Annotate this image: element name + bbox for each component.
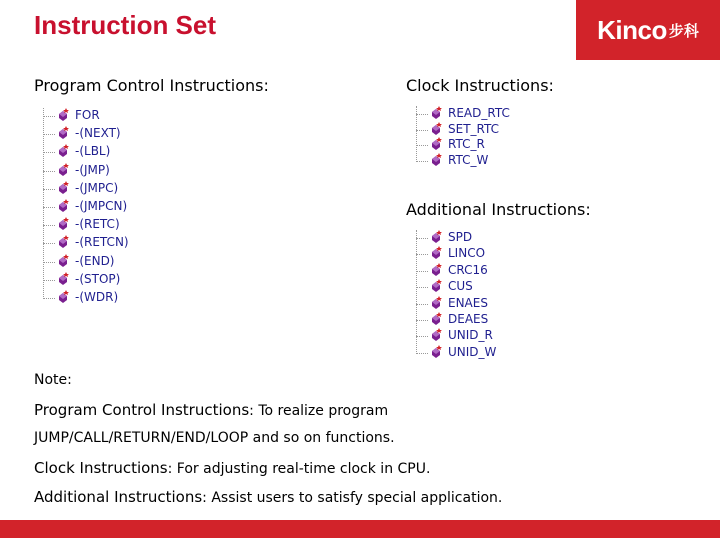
tree-item-label: -(JMP)	[75, 162, 110, 177]
note-line-additional	[34, 488, 502, 506]
tree-branch-line	[416, 353, 428, 354]
tree-item-label: UNID_W	[448, 344, 497, 359]
tree-item-label: -(RETCN)	[75, 235, 129, 250]
tree-item-label: -(NEXT)	[75, 126, 121, 141]
tree-branch-line	[416, 304, 428, 305]
program-instruction-tree	[40, 108, 190, 308]
instruction-function-icon	[430, 312, 442, 326]
tree-branch-line	[43, 207, 55, 208]
clock-heading: Clock Instructions:	[406, 76, 554, 95]
tree-branch-line	[416, 238, 428, 239]
page-title: Instruction Set	[34, 10, 217, 40]
instruction-function-icon	[430, 263, 442, 277]
instruction-function-icon	[57, 199, 69, 213]
instruction-function-icon	[430, 345, 442, 359]
note-clock-text: : For adjusting real-time clock in CPU.	[167, 461, 431, 477]
instruction-function-icon	[430, 153, 442, 167]
note-program-key: Program Control Instructions	[34, 401, 250, 419]
tree-connector-line	[43, 108, 44, 299]
bottom-accent-bar	[0, 520, 720, 538]
instruction-function-icon	[57, 235, 69, 249]
tree-branch-line	[416, 336, 428, 337]
instruction-function-icon	[430, 122, 442, 136]
instruction-function-icon	[430, 296, 442, 310]
additional-instruction-tree	[413, 230, 563, 360]
tree-branch-line	[416, 145, 428, 146]
note-clock-key: Clock Instructions	[34, 459, 168, 477]
logo-cjk: 步科	[668, 21, 699, 40]
tree-branch-line	[43, 189, 55, 190]
note-additional-key: Additional Instructions	[34, 488, 203, 506]
tree-item-label: READ_RTC	[448, 106, 510, 120]
note-additional-text: : Assist users to satisfy special application.	[202, 490, 503, 506]
tree-item-label: SET_RTC	[448, 121, 499, 136]
tree-item-label: SPD	[448, 230, 473, 244]
instruction-function-icon	[430, 106, 442, 120]
tree-item-label: RTC_R	[448, 137, 485, 151]
tree-branch-line	[43, 298, 55, 299]
tree-branch-line	[416, 130, 428, 131]
tree-branch-line	[416, 320, 428, 321]
tree-branch-line	[43, 152, 55, 153]
instruction-function-icon	[57, 217, 69, 231]
tree-branch-line	[416, 287, 428, 288]
instruction-function-icon	[57, 163, 69, 177]
tree-branch-line	[43, 262, 55, 263]
tree-branch-line	[43, 243, 55, 244]
kinco-logo	[576, 0, 720, 60]
instruction-function-icon	[430, 328, 442, 342]
tree-branch-line	[43, 134, 55, 135]
tree-item-label: ENAES	[448, 295, 488, 310]
note-program-text: : To realize program	[249, 403, 389, 419]
clock-instruction-tree	[413, 106, 563, 170]
tree-item-label: CUS	[448, 279, 473, 294]
tree-branch-line	[416, 114, 428, 115]
tree-item-label: LINCO	[448, 246, 486, 261]
program-heading: Program Control Instructions:	[34, 76, 269, 95]
tree-branch-line	[416, 161, 428, 162]
logo-brand: Kinco	[597, 14, 667, 45]
instruction-function-icon	[57, 144, 69, 158]
instruction-function-icon	[57, 126, 69, 140]
tree-item-label: -(LBL)	[75, 144, 111, 159]
note-label: Note:	[34, 372, 72, 388]
tree-branch-line	[43, 225, 55, 226]
instruction-function-icon	[57, 108, 69, 122]
additional-heading: Additional Instructions:	[406, 200, 591, 219]
tree-item-label: DEAES	[448, 312, 489, 326]
tree-branch-line	[43, 280, 55, 281]
tree-item-label: RTC_W	[448, 152, 489, 167]
instruction-function-icon	[57, 181, 69, 195]
instruction-function-icon	[57, 290, 69, 304]
note-line-clock	[34, 459, 430, 477]
instruction-function-icon	[430, 279, 442, 293]
tree-item-label: CRC16	[448, 262, 488, 277]
tree-item-label: -(JMPC)	[75, 180, 119, 195]
tree-branch-line	[416, 254, 428, 255]
tree-item-label: -(WDR)	[75, 290, 119, 304]
tree-branch-line	[43, 116, 55, 117]
tree-branch-line	[416, 271, 428, 272]
instruction-function-icon	[57, 254, 69, 268]
instruction-function-icon	[57, 272, 69, 286]
note-line-functions: JUMP/CALL/RETURN/END/LOOP and so on functions.	[34, 430, 395, 446]
tree-connector-line	[416, 230, 417, 354]
tree-item-label: -(RETC)	[75, 217, 120, 232]
tree-item-label: -(END)	[75, 253, 115, 268]
instruction-function-icon	[430, 137, 442, 151]
tree-item-label: -(JMPCN)	[75, 199, 128, 213]
tree-item-label: FOR	[75, 108, 100, 122]
tree-branch-line	[43, 171, 55, 172]
instruction-function-icon	[430, 230, 442, 244]
tree-item-label: UNID_R	[448, 328, 493, 343]
tree-item-label: -(STOP)	[75, 271, 121, 286]
instruction-function-icon	[430, 246, 442, 260]
note-line-program	[34, 401, 388, 419]
